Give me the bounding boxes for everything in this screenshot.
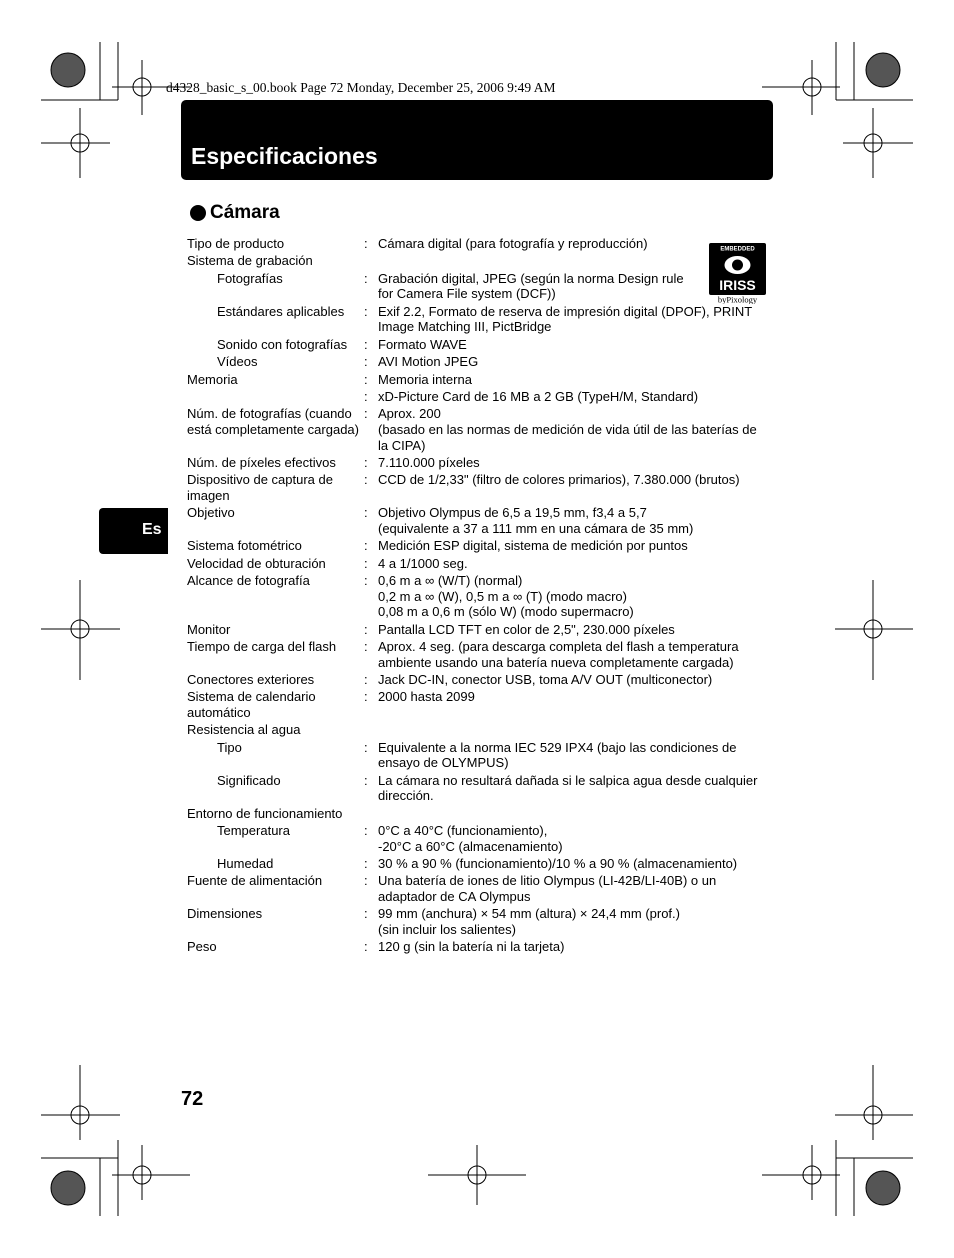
spec-label: Monitor [187, 621, 231, 637]
book-header-line: d4328_basic_s_00.book Page 72 Monday, December 25, 2006 9:49 AM [166, 80, 556, 95]
bullet-icon [190, 205, 206, 221]
spec-value [378, 389, 773, 405]
spec-value-line: xD-Picture Card de 16 MB a 2 GB (TypeH/M, Standard) [378, 388, 699, 404]
spec-value-line: Cámara digital (para fotografía y reproducción) [378, 236, 648, 251]
spec-value [378, 455, 773, 471]
spec-value-line: 0,08 m a 0,6 m (sólo W) (modo supermacro) [378, 604, 634, 620]
spec-separator: : [364, 739, 368, 755]
spec-separator: : [364, 236, 368, 251]
spec-value-line: La cámara no resultará dañada si le salpica agua desde cualquier [378, 772, 758, 788]
spec-separator: : [364, 371, 368, 387]
spec-separator: : [364, 336, 368, 352]
spec-label: Entorno de funcionamiento [187, 805, 343, 821]
language-tab-label: Es [142, 521, 162, 538]
spec-label: Resistencia al agua [187, 722, 301, 738]
spec-value-line: Equivalente a la norma IEC 529 IPX4 (bajo las condiciones de [378, 739, 737, 755]
spec-label: Sonido con fotografías [217, 336, 348, 352]
spec-value-line: 2000 hasta 2099 [378, 689, 475, 705]
spec-value-line: Exif 2.2, Formato de reserva de impresión digital (DPOF), PRINT [378, 303, 753, 319]
spec-separator: : [364, 454, 368, 470]
spec-value-line: (sin incluir los salientes) [378, 922, 516, 938]
spec-value-line: 7.110.000 píxeles [378, 454, 480, 470]
spec-separator: : [364, 270, 368, 286]
badge-bottom-text: byPixology [717, 294, 758, 304]
spec-value-line: AVI Motion JPEG [378, 354, 479, 370]
spec-label: Vídeos [217, 354, 258, 370]
spec-separator: : [364, 823, 368, 839]
spec-row [187, 253, 773, 269]
spec-label: Tipo de producto [187, 236, 285, 251]
page-number: 72 [181, 1088, 204, 1110]
spec-label: Dimensiones [187, 906, 263, 922]
spec-value [378, 639, 773, 670]
spec-value-line: ensayo de OLYMPUS) [378, 755, 509, 771]
spec-value-line: (basado en las normas de medición de vida útil de las baterías de [378, 421, 757, 437]
badge-top-text: EMBEDDED [720, 246, 755, 253]
spec-value [378, 856, 773, 872]
spec-value-line: 0°C a 40°C (funcionamiento), [378, 823, 548, 839]
spec-value-line: Medición ESP digital, sistema de medición por puntos [378, 538, 688, 554]
spec-label: Significado [217, 772, 281, 788]
spec-value-line: for Camera File system (DCF)) [378, 286, 556, 302]
page-title: Especificaciones [191, 143, 378, 169]
specifications-table [187, 236, 773, 957]
spec-label: Núm. de píxeles efectivos [187, 454, 336, 470]
spec-separator: : [364, 906, 368, 922]
spec-value [378, 873, 773, 904]
spec-label: Tiempo de carga del flash [187, 639, 337, 654]
spec-separator: : [364, 505, 368, 521]
spec-value [378, 304, 773, 335]
spec-label: Objetivo [187, 505, 235, 521]
spec-value-line: Memoria interna [378, 371, 472, 387]
spec-label: Tipo [217, 739, 242, 755]
spec-value [378, 236, 773, 252]
spec-separator: : [364, 873, 368, 889]
spec-row [187, 455, 773, 471]
spec-separator [364, 253, 378, 269]
spec-value [378, 773, 773, 804]
spec-value [378, 823, 773, 854]
spec-separator [364, 722, 378, 738]
section-heading [190, 202, 280, 224]
spec-label: Fuente de alimentación [187, 873, 323, 889]
spec-separator: : [364, 406, 368, 422]
spec-value-line: 120 g (sin la batería ni la tarjeta) [378, 939, 565, 955]
spec-row [187, 372, 773, 388]
spec-value [378, 573, 773, 620]
spec-value-line: CCD de 1/2,33" (filtro de colores primarios), 7.380.000 (brutos) [378, 472, 740, 488]
spec-separator: : [364, 939, 368, 955]
spec-label: Sistema de calendario automático [187, 689, 316, 720]
spec-value-line: Formato WAVE [378, 336, 467, 352]
spec-value-line: adaptador de CA Olympus [378, 889, 531, 905]
spec-value [378, 538, 773, 554]
spec-row [187, 472, 773, 503]
spec-label: Peso [187, 939, 217, 955]
spec-value-line: la CIPA) [378, 437, 426, 453]
spec-row [187, 271, 773, 302]
spec-label: Conectores exteriores [187, 671, 315, 687]
spec-value-line: Aprox. 200 [378, 406, 441, 422]
spec-value [378, 406, 773, 453]
spec-value-line: 4 a 1/1000 seg. [378, 555, 468, 571]
spec-row [187, 389, 773, 405]
spec-value [378, 806, 773, 822]
spec-separator: : [364, 856, 368, 872]
spec-row [187, 823, 773, 854]
spec-separator: : [364, 671, 368, 687]
spec-separator: : [364, 303, 368, 319]
spec-value-line: -20°C a 60°C (almacenamiento) [378, 838, 563, 854]
spec-value [378, 354, 773, 370]
spec-value-line: Pantalla LCD TFT en color de 2,5", 230.000 píxeles [378, 621, 675, 637]
spec-row [187, 856, 773, 872]
spec-row [187, 622, 773, 638]
spec-row [187, 873, 773, 904]
spec-value [378, 271, 773, 302]
spec-row [187, 236, 773, 252]
spec-value-line: Image Matching III, PictBridge [378, 319, 552, 335]
spec-label: Alcance de fotografía [187, 573, 310, 589]
spec-row [187, 740, 773, 771]
spec-value-line: 0,2 m a ∞ (W), 0,5 m a ∞ (T) (modo macro) [378, 588, 627, 604]
spec-row [187, 505, 773, 536]
spec-row [187, 906, 773, 937]
spec-value [378, 689, 773, 720]
spec-separator: : [364, 538, 368, 554]
spec-value-line: Jack DC-IN, conector USB, toma A/V OUT (multiconector) [378, 671, 713, 687]
spec-value-line: 99 mm (anchura) × 54 mm (altura) × 24,4 mm (prof.) [378, 906, 680, 922]
spec-value-line: 0,6 m a ∞ (W/T) (normal) [378, 573, 523, 589]
spec-value [378, 337, 773, 353]
spec-label: Fotografías [217, 270, 283, 286]
spec-value [378, 939, 773, 955]
spec-separator: : [364, 772, 368, 788]
spec-separator: : [364, 555, 368, 571]
spec-value-line: (equivalente a 37 a 111 mm en una cámara de 35 mm) [378, 520, 694, 536]
spec-row [187, 773, 773, 804]
spec-separator: : [364, 354, 368, 370]
spec-separator [364, 806, 378, 822]
spec-value [378, 505, 773, 536]
section-title: Cámara [210, 202, 280, 223]
spec-value [378, 372, 773, 388]
spec-label: Dispositivo de captura de imagen [187, 472, 333, 503]
spec-row [187, 806, 773, 822]
spec-row [187, 573, 773, 620]
spec-row [187, 304, 773, 335]
spec-value [378, 740, 773, 771]
spec-label: Sistema de grabación [187, 253, 313, 269]
spec-label: Sistema fotométrico [187, 538, 302, 554]
spec-label [187, 389, 364, 405]
spec-row [187, 689, 773, 720]
spec-label: Humedad [217, 856, 274, 872]
spec-value [378, 672, 773, 688]
spec-value [378, 253, 773, 269]
spec-value [378, 472, 773, 503]
spec-value [378, 906, 773, 937]
spec-value-line: ambiente usando una batería nueva completamente cargada) [378, 654, 734, 670]
spec-value-line: Aprox. 4 seg. (para descarga completa del flash a temperatura [378, 639, 739, 654]
spec-value-line: Grabación digital, JPEG (según la norma Design rule [378, 270, 684, 286]
spec-label: Memoria [187, 371, 238, 387]
spec-separator: : [364, 689, 368, 705]
spec-separator: : [364, 621, 368, 637]
spec-value-line: 30 % a 90 % (funcionamiento)/10 % a 90 % (almacenamiento) [378, 856, 738, 872]
spec-row [187, 337, 773, 353]
spec-row [187, 672, 773, 688]
spec-row [187, 639, 773, 670]
spec-separator: : [364, 573, 368, 589]
spec-label: Velocidad de obturación [187, 555, 326, 571]
spec-separator: : [364, 472, 368, 488]
title-bar [181, 100, 773, 180]
spec-row [187, 556, 773, 572]
spec-row [187, 939, 773, 955]
spec-separator: : [364, 639, 368, 654]
spec-value [378, 722, 773, 738]
spec-row [187, 538, 773, 554]
language-tab [99, 508, 168, 554]
spec-row [187, 722, 773, 738]
spec-label: Temperatura [217, 823, 290, 839]
spec-value [378, 556, 773, 572]
spec-label: Núm. de fotografías (cuando está completamente cargada) [187, 406, 359, 437]
spec-separator: : [364, 388, 368, 404]
spec-label: Estándares aplicables [217, 303, 345, 319]
spec-value-line: dirección. [378, 788, 434, 804]
spec-value-line: Una batería de iones de litio Olympus (LI-42B/LI-40B) o un [378, 873, 717, 889]
badge-main-text: IRISS [719, 277, 756, 293]
spec-row [187, 406, 773, 453]
spec-row [187, 354, 773, 370]
spec-value-line: Objetivo Olympus de 6,5 a 19,5 mm, f3,4 a 5,7 [378, 505, 647, 521]
spec-value [378, 622, 773, 638]
